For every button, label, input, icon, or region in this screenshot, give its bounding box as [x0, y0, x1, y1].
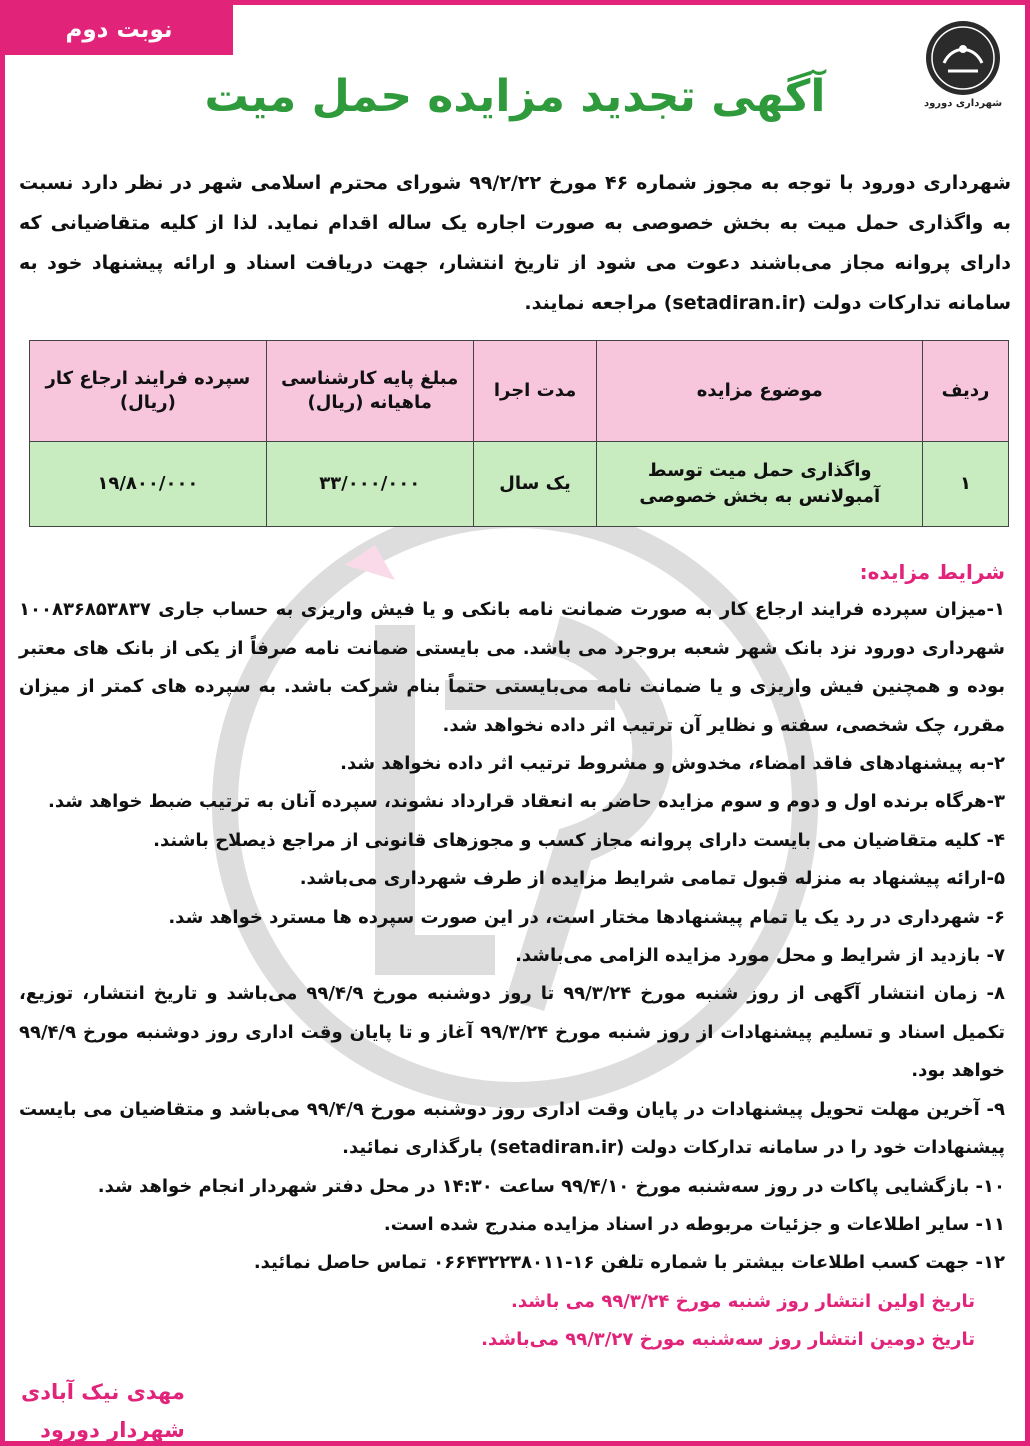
- condition-item: ۴- کلیه متقاضیان می بایست دارای پروانه مجاز کسب و مجوزهای قانونی از مراجع ذیصلاح باشند.: [153, 829, 1005, 851]
- condition-item: ۵-ارائه پیشنهاد به منزله قبول تمامی شرایط مزایده از طرف شهرداری می‌باشد.: [299, 868, 1005, 890]
- condition-item: ۱۲- جهت کسب اطلاعات بیشتر با شماره تلفن ۱۶-۰۶۶۴۳۲۲۳۸۰۱۱ تماس حاصل نمائید.: [253, 1252, 1005, 1274]
- cell-subject: واگذاری حمل میت توسط آمبولانس به بخش خصوصی: [597, 442, 923, 527]
- condition-item: ۷- بازدید از شرایط و محل مورد مزایده الزامی می‌باشد.: [515, 945, 1005, 967]
- signatory-name: مهدی نیک آبادی: [21, 1380, 185, 1404]
- table-row: [30, 442, 1009, 527]
- header-deposit: سپرده فرایند ارجاع کار (ریال): [30, 341, 267, 442]
- condition-item: ۹- آخرین مهلت تحویل پیشنهادات در پایان وقت اداری روز دوشنبه مورخ ۹۹/۴/۹ می‌باشد و متقاضیان می بایست پیشنهادات خود را در سامانه تدارکات دولت (setadiran.ir) بارگذاری نمائید.: [19, 1098, 1005, 1159]
- header-row-no: ردیف: [923, 341, 1009, 442]
- condition-item: ۱۱- سایر اطلاعات و جزئیات مربوطه در اسناد مزایده مندرج شده است.: [383, 1213, 1005, 1235]
- cell-duration: یک سال: [473, 442, 597, 527]
- cell-deposit: ۱۹/۸۰۰/۰۰۰: [30, 442, 267, 527]
- municipality-logo: [915, 19, 1011, 109]
- logo-caption: شهرداری دورود: [923, 98, 1003, 109]
- condition-item: ۱-میزان سپرده فرایند ارجاع کار به صورت ضمانت نامه بانکی و یا فیش واریزی به حساب جاری ۱۰۰۸۳۶۸۵۳۸۳۷ شهرداری دورود نزد بانک شهر شعبه بروجرد می باشد. می بایستی ضمانت نامه صرفاً از یکی از بانک های معتبر بوده و همچنین فیش واریزی و یا ضمانت نامه می‌بایستی حتماً بنام شرکت باشد. به سپرده های کمتر از میزان مقرر، چک شخصی، سفته و نظایر آن ترتیب اثر داده نخواهد شد.: [19, 599, 1005, 736]
- header-base-price: مبلغ پایه کارشناسی ماهیانه (ریال): [266, 341, 473, 442]
- condition-item: ۸- زمان انتشار آگهی از روز شنبه مورخ ۹۹/۳/۲۴ تا روز دوشنبه مورخ ۹۹/۴/۹ می‌باشد و تاریخ انتشار، توزیع، تکمیل اسناد و تسلیم پیشنهادات از روز شنبه مورخ ۹۹/۳/۲۴ آغاز و تا پایان وقت اداری روز دوشنبه مورخ ۹۹/۴/۹ خواهد بود.: [19, 983, 1005, 1082]
- auction-table: [29, 340, 1009, 527]
- conditions-heading: شرایط مزایده:: [859, 560, 1005, 584]
- condition-item: ۲-به پیشنهادهای فاقد امضاء، مخدوش و مشروط ترتیب اثر داده نخواهد شد.: [340, 753, 1005, 775]
- condition-item: ۱۰- بازگشایی پاکات در روز سه‌شنبه مورخ ۹۹/۴/۱۰ ساعت ۱۴:۳۰ در محل دفتر شهردار انجام خواهد شد.: [97, 1175, 1005, 1197]
- municipality-seal-icon: [924, 19, 1002, 97]
- signatory-role: شهردار دورود: [40, 1418, 185, 1442]
- header-duration: مدت اجرا: [473, 341, 597, 442]
- condition-item: ۳-هرگاه برنده اول و دوم و سوم مزایده حاضر به انعقاد قرارداد نشوند، سپرده آنان به ترتیب ضبط خواهد شد.: [47, 791, 1005, 813]
- table-header-row: [30, 341, 1009, 442]
- ad-title: آگهی تجدید مزایده حمل میت: [204, 71, 826, 122]
- header-subject: موضوع مزایده: [597, 341, 923, 442]
- cell-base-price: ۳۳/۰۰۰/۰۰۰: [266, 442, 473, 527]
- first-publication-date: تاریخ اولین انتشار روز شنبه مورخ ۹۹/۳/۲۴ می باشد.: [510, 1290, 975, 1312]
- condition-item: ۶- شهرداری در رد یک یا تمام پیشنهادها مختار است، در این صورت سپرده ها مسترد خواهد شد.: [168, 906, 1005, 928]
- second-publication-date: تاریخ دومین انتشار روز سه‌شنبه مورخ ۹۹/۳/۲۷ می‌باشد.: [481, 1329, 975, 1351]
- signature-block: [21, 1373, 185, 1446]
- conditions-section: [19, 553, 1005, 1360]
- cell-row-no: ۱: [923, 442, 1009, 527]
- edition-badge: نوبت دوم: [5, 5, 233, 55]
- intro-paragraph: شهرداری دورود با توجه به مجوز شماره ۴۶ مورخ ۹۹/۲/۲۲ شورای محترم اسلامی شهر در نظر دارد نسبت به واگذاری حمل میت به بخش خصوصی به صورت اجاره یک ساله اقدام نماید. لذا از کلیه متقاضیانی که دارای پروانه مجاز می‌باشند دعوت می شود از تاریخ انتشار، جهت دریافت اسناد و ارائه پیشنهاد خود به سامانه تدارکات دولت (setadiran.ir) مراجعه نمایند.: [19, 172, 1012, 314]
